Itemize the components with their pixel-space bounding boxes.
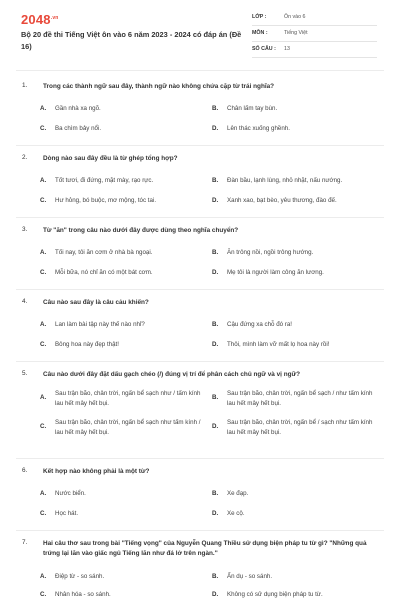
logo-text: 2048 <box>21 12 51 27</box>
option-text: Sau trận bão, chân trời, ngấn bể sạch như tấm kính / lau hết mây hết bụi. <box>55 419 201 436</box>
option-text: Gần nhà xa ngõ. <box>55 105 101 112</box>
option-text: Ăn trông nồi, ngồi trông hướng. <box>227 249 314 256</box>
option-letter: C. <box>40 423 47 430</box>
option-text: Thôi, mình làm vỡ mất lọ hoa này rồi! <box>227 341 330 348</box>
option-letter: C. <box>40 269 47 276</box>
option-text: Hư hỏng, bó buộc, mơ mộng, tóc tai. <box>55 197 157 204</box>
option-text: Ẩn dụ - so sánh. <box>227 573 273 580</box>
question-2 <box>16 146 384 218</box>
document-header <box>0 0 400 62</box>
header-divider <box>16 70 384 71</box>
meta-key: SỐ CÂU : <box>252 46 276 52</box>
option-text: Học hát. <box>55 510 79 517</box>
option-text: Không có sử dụng biện pháp tu từ. <box>227 591 323 598</box>
question-text: Câu nào dưới đây đặt dấu gạch chéo (/) đúng vị trí để phân cách chủ ngữ và vị ngữ? <box>43 371 301 378</box>
option-letter: B. <box>212 177 219 184</box>
question-1 <box>16 74 384 146</box>
option-letter: C. <box>40 125 47 132</box>
question-number: 4. <box>22 298 28 305</box>
question-4 <box>16 290 384 362</box>
option-text: Xe cộ. <box>227 510 245 517</box>
meta-key: MÔN : <box>252 30 268 36</box>
option-text: Sau trận bão, chân trời, ngấn bể sạch / như tấm kính lau hết mây hết bụi. <box>227 390 373 407</box>
option-text: Tốt tươi, đi đứng, mặt mày, rạo rực. <box>55 177 154 184</box>
option-text: Nước biển. <box>55 490 86 497</box>
option-letter: B. <box>212 321 219 328</box>
option-letter: C. <box>40 341 47 348</box>
option-text: Sau trận bão, chân trời, ngấn bể sạch như / tấm kính lau hết mây hết bụi. <box>55 390 201 407</box>
option-text: Đàn bầu, lạnh lùng, nhỏ nhặt, nấu nướng. <box>227 177 343 184</box>
question-number: 1. <box>22 82 28 89</box>
meta-key: LỚP : <box>252 14 267 20</box>
option-letter: C. <box>40 591 47 598</box>
meta-value: Tiếng Việt <box>284 30 308 36</box>
question-text: Dòng nào sau đây đều là từ ghép tổng hợp? <box>43 155 178 162</box>
option-text: Tối nay, tôi ăn cơm ở nhà bà ngoại. <box>55 249 153 256</box>
meta-row-subject <box>252 26 377 42</box>
option-text: Điệp từ - so sánh. <box>55 573 105 580</box>
question-6 <box>16 459 384 531</box>
option-letter: D. <box>212 197 219 204</box>
question-list <box>0 74 400 611</box>
question-text: Kết hợp nào không phải là một từ? <box>43 468 150 475</box>
option-text: Mỗi bữa, nó chỉ ăn có một bát cơm. <box>55 269 153 276</box>
option-letter: A. <box>40 177 47 184</box>
meta-row-count <box>252 42 377 58</box>
option-text: Xanh xao, bạt bèo, yêu thương, đào đế. <box>227 197 337 204</box>
option-letter: B. <box>212 105 219 112</box>
option-letter: A. <box>40 490 47 497</box>
option-letter: C. <box>40 510 47 517</box>
option-letter: D. <box>212 341 219 348</box>
meta-table <box>252 10 377 58</box>
option-letter: B. <box>212 573 219 580</box>
option-text: Chân lấm tay bùn. <box>227 105 278 112</box>
question-text: Trong các thành ngữ sau đây, thành ngữ nào không chứa cặp từ trái nghĩa? <box>43 83 275 90</box>
option-letter: A. <box>40 249 47 256</box>
question-number: 3. <box>22 226 28 233</box>
option-letter: D. <box>212 591 219 598</box>
question-7 <box>16 531 384 611</box>
option-text: Lên thác xuống ghềnh. <box>227 125 290 132</box>
option-letter: D. <box>212 269 219 276</box>
option-text: Nhân hóa - so sánh. <box>55 591 111 598</box>
option-text: Xe đạp. <box>227 490 249 497</box>
option-text: Ba chìm bảy nổi. <box>55 125 102 132</box>
question-3 <box>16 218 384 290</box>
option-text: Bông hoa này đẹp thật! <box>55 341 119 348</box>
option-letter: C. <box>40 197 47 204</box>
question-number: 7. <box>22 539 28 546</box>
option-letter: A. <box>40 105 47 112</box>
option-letter: D. <box>212 510 219 517</box>
document-title: Bộ 20 đề thi Tiếng Việt ôn vào 6 năm 2023 - 2024 có đáp án (Đề 16) <box>21 30 242 51</box>
option-letter: D. <box>212 125 219 132</box>
option-text: Mẹ tôi là người làm công ăn lương. <box>227 269 324 276</box>
option-text: Lan làm bài tập này thế nào nhỉ? <box>55 321 145 328</box>
question-text: Câu nào sau đây là câu cảu khiến? <box>43 299 149 306</box>
question-number: 2. <box>22 154 28 161</box>
option-text: Cậu đứng xa chỗ đó ra! <box>227 321 293 328</box>
option-letter: B. <box>212 490 219 497</box>
option-letter: A. <box>40 573 47 580</box>
option-letter: B. <box>212 394 219 401</box>
logo-suffix: .vn <box>50 15 59 21</box>
option-letter: A. <box>40 394 47 401</box>
site-logo[interactable] <box>21 12 59 27</box>
meta-value: Ôn vào 6 <box>284 14 306 20</box>
question-text: Hai câu thơ sau trong bài "Tiếng vọng" của Nguyễn Quang Thiều sử dụng biện pháp tu từ gì? "Những quả trứng lại lăn vào giấc ngủ Tiếng lăn như đá lở trên ngàn." <box>43 540 367 557</box>
question-5 <box>16 362 384 459</box>
option-letter: A. <box>40 321 47 328</box>
meta-value: 13 <box>284 46 290 52</box>
question-number: 6. <box>22 467 28 474</box>
option-text: Sau trận bão, chân trời, ngấn bể / sạch như tấm kính lau hết mây hết bụi. <box>227 419 373 436</box>
question-text: Từ "ăn" trong câu nào dưới đây được dùng theo nghĩa chuyển? <box>43 227 239 234</box>
option-letter: D. <box>212 423 219 430</box>
meta-row-class <box>252 10 377 26</box>
question-number: 5. <box>22 370 28 377</box>
option-letter: B. <box>212 249 219 256</box>
